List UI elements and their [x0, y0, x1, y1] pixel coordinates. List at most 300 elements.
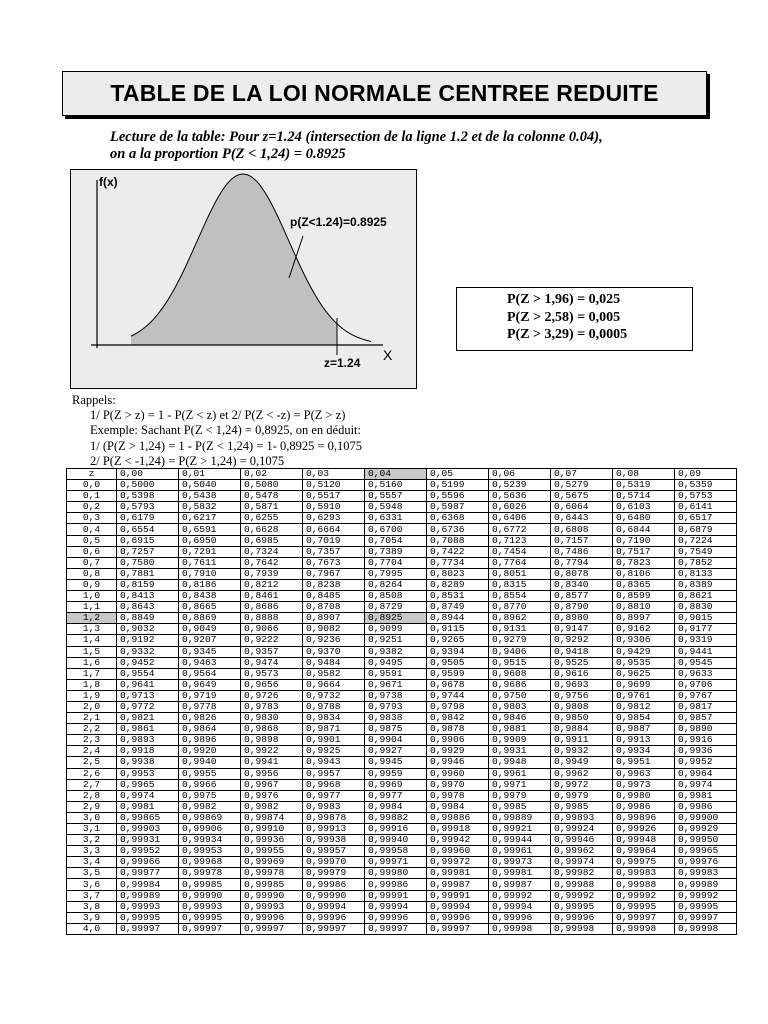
table-row: [67, 480, 737, 491]
table-cell: 0,99995: [179, 912, 241, 923]
table-cell: 0,99976: [675, 857, 737, 868]
table-cell: 0,99903: [117, 824, 179, 835]
table-cell: 0,99955: [241, 846, 303, 857]
table-cell: 0,99952: [117, 846, 179, 857]
page-title: TABLE DE LA LOI NORMALE CENTREE REDUITE: [62, 71, 707, 116]
column-header: 0,07: [551, 469, 613, 480]
table-cell: 0,99997: [427, 923, 489, 934]
row-header: 2,0: [67, 701, 117, 712]
table-row: [67, 579, 737, 590]
table-cell: 0,9370: [303, 646, 365, 657]
table-row: [67, 546, 737, 557]
table-cell: 0,7486: [551, 546, 613, 557]
table-cell: 0,9981: [675, 790, 737, 801]
table-cell: 0,7019: [303, 535, 365, 546]
table-cell: 0,7704: [365, 557, 427, 568]
table-cell: 0,8438: [179, 591, 241, 602]
table-cell: 0,9115: [427, 624, 489, 635]
table-cell: 0,9678: [427, 679, 489, 690]
table-cell: 0,99931: [117, 835, 179, 846]
table-cell: 0,6628: [241, 524, 303, 535]
row-header: 1,5: [67, 646, 117, 657]
row-header: 2,2: [67, 724, 117, 735]
table-cell: 0,7291: [179, 546, 241, 557]
critical-value-1: P(Z > 1,96) = 0,025: [507, 292, 621, 307]
table-cell: 0,9591: [365, 668, 427, 679]
table-cell: 0,9964: [675, 768, 737, 779]
table-cell: 0,9960: [427, 768, 489, 779]
table-cell: 0,9798: [427, 701, 489, 712]
table-row: [67, 713, 737, 724]
row-header: 0,4: [67, 524, 117, 535]
table-header-row: [67, 469, 737, 480]
table-cell: 0,8106: [613, 568, 675, 579]
table-row: [67, 657, 737, 668]
table-cell: 0,5319: [613, 480, 675, 491]
table-cell: 0,7910: [179, 568, 241, 579]
table-cell: 0,5987: [427, 502, 489, 513]
table-cell: 0,99972: [427, 857, 489, 868]
table-cell: 0,8315: [489, 579, 551, 590]
column-header: 0,04: [365, 469, 427, 480]
table-cell: 0,9979: [489, 790, 551, 801]
table-cell: 0,8962: [489, 613, 551, 624]
table-row: [67, 524, 737, 535]
table-cell: 0,9656: [241, 679, 303, 690]
table-cell: 0,99998: [613, 923, 675, 934]
column-header: 0,02: [241, 469, 303, 480]
table-cell: 0,9898: [241, 735, 303, 746]
table-cell: 0,9913: [613, 735, 675, 746]
table-row: [67, 824, 737, 835]
table-cell: 0,9429: [613, 646, 675, 657]
table-cell: 0,5871: [241, 502, 303, 513]
row-header: 3,1: [67, 824, 117, 835]
table-cell: 0,99973: [489, 857, 551, 868]
table-cell: 0,8643: [117, 602, 179, 613]
table-cell: 0,99985: [241, 879, 303, 890]
table-cell: 0,99989: [675, 879, 737, 890]
column-header: 0,08: [613, 469, 675, 480]
table-cell: 0,99993: [117, 901, 179, 912]
table-cell: 0,6808: [551, 524, 613, 535]
table-cell: 0,8997: [613, 613, 675, 624]
table-cell: 0,8186: [179, 579, 241, 590]
table-cell: 0,9821: [117, 713, 179, 724]
table-cell: 0,9893: [117, 735, 179, 746]
table-cell: 0,5832: [179, 502, 241, 513]
table-cell: 0,99991: [427, 890, 489, 901]
table-cell: 0,9918: [117, 746, 179, 757]
table-cell: 0,9452: [117, 657, 179, 668]
table-cell: 0,9406: [489, 646, 551, 657]
table-row: [67, 635, 737, 646]
table-cell: 0,7357: [303, 546, 365, 557]
table-cell: 0,99886: [427, 812, 489, 823]
table-cell: 0,9922: [241, 746, 303, 757]
table-row: [67, 912, 737, 923]
table-cell: 0,8577: [551, 591, 613, 602]
table-cell: 0,99993: [179, 901, 241, 912]
table-cell: 0,99991: [365, 890, 427, 901]
table-cell: 0,9957: [303, 768, 365, 779]
table-cell: 0,99950: [675, 835, 737, 846]
column-header: 0,05: [427, 469, 489, 480]
table-cell: 0,99997: [303, 923, 365, 934]
table-cell: 0,6368: [427, 513, 489, 524]
table-cell: 0,9382: [365, 646, 427, 657]
table-cell: 0,7734: [427, 557, 489, 568]
table-cell: 0,9582: [303, 668, 365, 679]
row-header: 4,0: [67, 923, 117, 934]
row-header: 2,8: [67, 790, 117, 801]
table-cell: 0,99869: [179, 812, 241, 823]
table-cell: 0,9783: [241, 701, 303, 712]
table-row: [67, 502, 737, 513]
table-cell: 0,9192: [117, 635, 179, 646]
column-header: 0,01: [179, 469, 241, 480]
table-cell: 0,9066: [241, 624, 303, 635]
row-header: 0,0: [67, 480, 117, 491]
table-cell: 0,7257: [117, 546, 179, 557]
table-cell: 0,7190: [613, 535, 675, 546]
table-cell: 0,9357: [241, 646, 303, 657]
table-cell: 0,9545: [675, 657, 737, 668]
table-cell: 0,8554: [489, 591, 551, 602]
table-cell: 0,99996: [303, 912, 365, 923]
area-annotation: p(Z<1.24)=0.8925: [290, 215, 387, 229]
table-cell: 0,99948: [613, 835, 675, 846]
table-cell: 0,99929: [675, 824, 737, 835]
table-cell: 0,9131: [489, 624, 551, 635]
row-header: 0,3: [67, 513, 117, 524]
table-cell: 0,9943: [303, 757, 365, 768]
table-cell: 0,6026: [489, 502, 551, 513]
table-cell: 0,9345: [179, 646, 241, 657]
table-cell: 0,7939: [241, 568, 303, 579]
table-cell: 0,99986: [303, 879, 365, 890]
table-cell: 0,9854: [613, 713, 675, 724]
table-cell: 0,99986: [365, 879, 427, 890]
table-cell: 0,9979: [551, 790, 613, 801]
critical-values-box: [456, 287, 693, 351]
table-cell: 0,9633: [675, 668, 737, 679]
table-cell: 0,99965: [675, 846, 737, 857]
table-cell: 0,6772: [489, 524, 551, 535]
table-cell: 0,9222: [241, 635, 303, 646]
table-row: [67, 613, 737, 624]
table-cell: 0,9959: [365, 768, 427, 779]
critical-value-2: P(Z > 2,58) = 0,005: [507, 309, 621, 325]
table-cell: 0,6664: [303, 524, 365, 535]
table-row: [67, 646, 737, 657]
table-cell: 0,99974: [551, 857, 613, 868]
table-cell: 0,6736: [427, 524, 489, 535]
table-cell: 0,9983: [303, 801, 365, 812]
column-header: 0,09: [675, 469, 737, 480]
table-cell: 0,8078: [551, 568, 613, 579]
table-cell: 0,7123: [489, 535, 551, 546]
column-header: 0,00: [117, 469, 179, 480]
table-cell: 0,9686: [489, 679, 551, 690]
table-cell: 0,9904: [365, 735, 427, 746]
table-cell: 0,99996: [551, 912, 613, 923]
table-cell: 0,99994: [303, 901, 365, 912]
table-cell: 0,9981: [117, 801, 179, 812]
table-cell: 0,9986: [613, 801, 675, 812]
table-cell: 0,9850: [551, 713, 613, 724]
table-cell: 0,9808: [551, 701, 613, 712]
table-cell: 0,9515: [489, 657, 551, 668]
row-header: 0,7: [67, 557, 117, 568]
table-cell: 0,9978: [427, 790, 489, 801]
table-row: [67, 568, 737, 579]
table-cell: 0,9162: [613, 624, 675, 635]
table-cell: 0,7422: [427, 546, 489, 557]
table-row: [67, 690, 737, 701]
table-cell: 0,5080: [241, 480, 303, 491]
table-cell: 0,6255: [241, 513, 303, 524]
table-cell: 0,8365: [613, 579, 675, 590]
table-cell: 0,5948: [365, 502, 427, 513]
table-cell: 0,5478: [241, 491, 303, 502]
table-cell: 0,99975: [613, 857, 675, 868]
table-cell: 0,99962: [551, 846, 613, 857]
table-cell: 0,99998: [489, 923, 551, 934]
table-cell: 0,5636: [489, 491, 551, 502]
table-cell: 0,8708: [303, 602, 365, 613]
table-cell: 0,9505: [427, 657, 489, 668]
table-cell: 0,9671: [365, 679, 427, 690]
table-cell: 0,8621: [675, 591, 737, 602]
table-cell: 0,9441: [675, 646, 737, 657]
table-cell: 0,9916: [675, 735, 737, 746]
table-cell: 0,8810: [613, 602, 675, 613]
table-cell: 0,99934: [179, 835, 241, 846]
table-cell: 0,7549: [675, 546, 737, 557]
table-cell: 0,99874: [241, 812, 303, 823]
table-cell: 0,7454: [489, 546, 551, 557]
table-cell: 0,9834: [303, 713, 365, 724]
row-header: 2,5: [67, 757, 117, 768]
row-header: 3,9: [67, 912, 117, 923]
table-cell: 0,99992: [675, 890, 737, 901]
table-cell: 0,99938: [303, 835, 365, 846]
table-cell: 0,9554: [117, 668, 179, 679]
table-cell: 0,9925: [303, 746, 365, 757]
table-cell: 0,99992: [613, 890, 675, 901]
table-cell: 0,99992: [489, 890, 551, 901]
table-cell: 0,9938: [117, 757, 179, 768]
normal-curve-graph: [70, 169, 417, 389]
table-cell: 0,9664: [303, 679, 365, 690]
table-cell: 0,8389: [675, 579, 737, 590]
table-cell: 0,99997: [365, 923, 427, 934]
table-cell: 0,99944: [489, 835, 551, 846]
table-cell: 0,6879: [675, 524, 737, 535]
z-value-label: z=1.24: [324, 356, 361, 370]
table-cell: 0,9474: [241, 657, 303, 668]
table-cell: 0,99982: [551, 868, 613, 879]
table-cell: 0,99996: [489, 912, 551, 923]
table-cell: 0,9955: [179, 768, 241, 779]
table-cell: 0,8289: [427, 579, 489, 590]
normal-distribution-table: [66, 468, 737, 935]
table-cell: 0,99998: [675, 923, 737, 934]
table-row: [67, 890, 737, 901]
table-cell: 0,99987: [427, 879, 489, 890]
table-cell: 0,9279: [489, 635, 551, 646]
table-cell: 0,99997: [117, 923, 179, 934]
table-cell: 0,8907: [303, 613, 365, 624]
table-row: [67, 491, 737, 502]
row-header: 3,7: [67, 890, 117, 901]
table-cell: 0,9788: [303, 701, 365, 712]
table-cell: 0,99993: [241, 901, 303, 912]
table-cell: 0,99997: [675, 912, 737, 923]
table-cell: 0,8023: [427, 568, 489, 579]
row-header: 1,3: [67, 624, 117, 635]
table-cell: 0,8413: [117, 591, 179, 602]
table-cell: 0,9948: [489, 757, 551, 768]
table-cell: 0,99994: [365, 901, 427, 912]
table-cell: 0,8212: [241, 579, 303, 590]
row-header: 1,1: [67, 602, 117, 613]
table-cell: 0,9525: [551, 657, 613, 668]
table-cell: 0,9292: [551, 635, 613, 646]
table-cell: 0,6985: [241, 535, 303, 546]
table-cell: 0,9962: [551, 768, 613, 779]
table-cell: 0,99981: [489, 868, 551, 879]
table-cell: 0,9744: [427, 690, 489, 701]
table-cell: 0,9986: [675, 801, 737, 812]
table-cell: 0,99990: [179, 890, 241, 901]
table-cell: 0,8980: [551, 613, 613, 624]
table-cell: 0,99977: [117, 868, 179, 879]
table-row: [67, 868, 737, 879]
table-cell: 0,8159: [117, 579, 179, 590]
table-cell: 0,9920: [179, 746, 241, 757]
table-cell: 0,7224: [675, 535, 737, 546]
table-cell: 0,9868: [241, 724, 303, 735]
table-cell: 0,8665: [179, 602, 241, 613]
table-cell: 0,8485: [303, 591, 365, 602]
table-cell: 0,99918: [427, 824, 489, 835]
table-cell: 0,5120: [303, 480, 365, 491]
table-cell: 0,99980: [365, 868, 427, 879]
table-cell: 0,9649: [179, 679, 241, 690]
table-cell: 0,9812: [613, 701, 675, 712]
table-cell: 0,9911: [551, 735, 613, 746]
table-cell: 0,9901: [303, 735, 365, 746]
table-cell: 0,8051: [489, 568, 551, 579]
table-cell: 0,9495: [365, 657, 427, 668]
table-cell: 0,5557: [365, 491, 427, 502]
table-cell: 0,99979: [303, 868, 365, 879]
table-cell: 0,9830: [241, 713, 303, 724]
table-cell: 0,8531: [427, 591, 489, 602]
table-cell: 0,9732: [303, 690, 365, 701]
table-cell: 0,6480: [613, 513, 675, 524]
table-cell: 0,9693: [551, 679, 613, 690]
table-cell: 0,9949: [551, 757, 613, 768]
table-cell: 0,9625: [613, 668, 675, 679]
shaded-area: [131, 174, 337, 345]
reminder-line-1: 1/ P(Z > z) = 1 - P(Z < z) et 2/ P(Z < -z) = P(Z > z): [90, 408, 346, 423]
row-header: 3,8: [67, 901, 117, 912]
table-cell: 0,9564: [179, 668, 241, 679]
table-cell: 0,7823: [613, 557, 675, 568]
table-cell: 0,5793: [117, 502, 179, 513]
table-row: [67, 724, 737, 735]
table-cell: 0,9838: [365, 713, 427, 724]
x-axis-label: X: [383, 347, 393, 363]
table-cell: 0,5040: [179, 480, 241, 491]
table-cell: 0,9738: [365, 690, 427, 701]
table-cell: 0,6950: [179, 535, 241, 546]
table-cell: 0,99896: [613, 812, 675, 823]
table-row: [67, 901, 737, 912]
table-cell: 0,7517: [613, 546, 675, 557]
row-header: 1,9: [67, 690, 117, 701]
table-cell: 0,6064: [551, 502, 613, 513]
table-cell: 0,7054: [365, 535, 427, 546]
table-cell: 0,6293: [303, 513, 365, 524]
table-cell: 0,9941: [241, 757, 303, 768]
table-cell: 0,7881: [117, 568, 179, 579]
table-cell: 0,8925: [365, 613, 427, 624]
table-cell: 0,9982: [179, 801, 241, 812]
table-cell: 0,8869: [179, 613, 241, 624]
table-cell: 0,9761: [613, 690, 675, 701]
table-row: [67, 835, 737, 846]
table-row: [67, 779, 737, 790]
table-cell: 0,7157: [551, 535, 613, 546]
table-cell: 0,8849: [117, 613, 179, 624]
table-cell: 0,5438: [179, 491, 241, 502]
table-cell: 0,5398: [117, 491, 179, 502]
table-cell: 0,9319: [675, 635, 737, 646]
table-cell: 0,9418: [551, 646, 613, 657]
table-cell: 0,9778: [179, 701, 241, 712]
row-header: 0,1: [67, 491, 117, 502]
table-cell: 0,99924: [551, 824, 613, 835]
table-cell: 0,9975: [179, 790, 241, 801]
table-row: [67, 513, 737, 524]
table-cell: 0,9931: [489, 746, 551, 757]
table-cell: 0,7642: [241, 557, 303, 568]
table-cell: 0,99913: [303, 824, 365, 835]
table-cell: 0,6915: [117, 535, 179, 546]
table-cell: 0,9971: [489, 779, 551, 790]
row-header: 1,2: [67, 613, 117, 624]
table-cell: 0,5753: [675, 491, 737, 502]
table-cell: 0,9896: [179, 735, 241, 746]
table-cell: 0,99988: [551, 879, 613, 890]
table-cell: 0,99990: [241, 890, 303, 901]
table-row: [67, 735, 737, 746]
table-cell: 0,9842: [427, 713, 489, 724]
table-cell: 0,9535: [613, 657, 675, 668]
table-row: [67, 591, 737, 602]
table-cell: 0,9265: [427, 635, 489, 646]
table-cell: 0,6217: [179, 513, 241, 524]
table-cell: 0,99995: [117, 912, 179, 923]
table-cell: 0,8133: [675, 568, 737, 579]
row-header: 0,8: [67, 568, 117, 579]
table-row: [67, 668, 737, 679]
lecture-line-1: Lecture de la table: Pour z=1.24 (intersection de la ligne 1.2 et de la colonne 0.04),: [110, 129, 603, 145]
